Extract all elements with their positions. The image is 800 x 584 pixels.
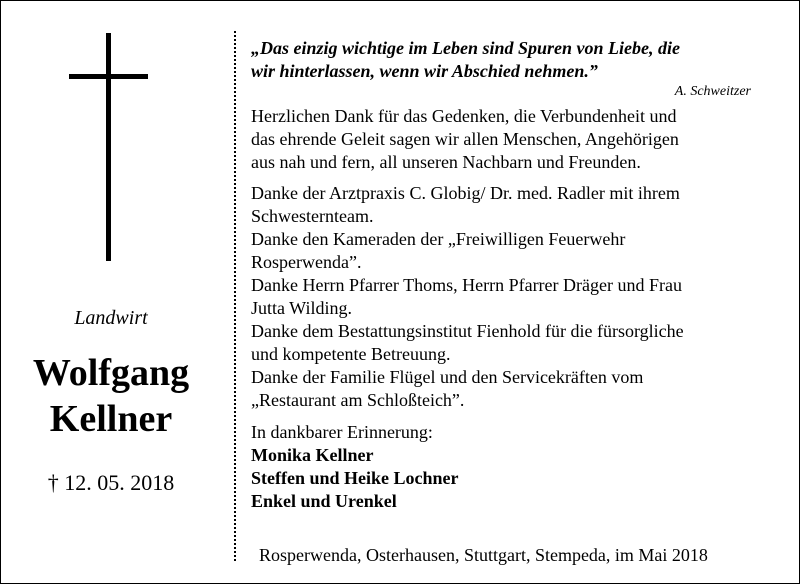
quote-author: A. Schweitzer	[674, 84, 751, 99]
quote-line: „Das einzig wichtige im Leben sind Spuren von Liebe, die	[251, 38, 681, 58]
death-date: † 12. 05. 2018	[47, 470, 175, 495]
quote	[251, 37, 751, 83]
text-line: Danke Herrn Pfarrer Thoms, Herrn Pfarrer Dräger und Frau	[251, 275, 682, 295]
text-line: aus nah und fern, all unseren Nachbarn und Freunden.	[251, 152, 641, 172]
text-line: Danke dem Bestattungsinstitut Fienhold für die fürsorgliche	[251, 321, 684, 341]
dotted-divider	[234, 31, 236, 561]
mourner-name: Monika Kellner	[251, 445, 374, 465]
mourner-name: Enkel und Urenkel	[251, 491, 397, 511]
text-line: Danke der Familie Flügel und den Servicekräften vom	[251, 367, 644, 387]
profession: Landwirt	[74, 307, 148, 329]
mourner-name: Steffen und Heike Lochner	[251, 468, 459, 488]
quote-line: wir hinterlassen, wenn wir Abschied nehmen.”	[251, 61, 598, 81]
text-line: Schwesternteam.	[251, 206, 374, 226]
deceased-panel	[1, 1, 233, 583]
last-name: Kellner	[49, 398, 173, 440]
text-line: Herzlichen Dank für das Gedenken, die Verbundenheit und	[251, 106, 677, 126]
text-line: Danke der Arztpraxis C. Globig/ Dr. med. Radler mit ihrem	[251, 183, 680, 203]
text-line: Danke den Kameraden der „Freiwilligen Feuerwehr	[251, 229, 626, 249]
message-panel	[251, 37, 751, 513]
first-name: Wolfgang	[32, 352, 190, 394]
text-line: Jutta Wilding.	[251, 298, 352, 318]
thanks-specific	[251, 182, 751, 412]
deceased-name	[1, 350, 221, 442]
text-line: Rosperwenda”.	[251, 252, 362, 272]
text-line: „Restaurant am Schloßteich”.	[251, 390, 465, 410]
text-line: und kompetente Betreuung.	[251, 344, 451, 364]
signoff-intro: In dankbarer Erinnerung:	[251, 422, 433, 442]
place-date-footer: Rosperwenda, Osterhausen, Stuttgart, Stempeda, im Mai 2018	[259, 545, 708, 565]
thanks-general	[251, 105, 751, 174]
text-line: das ehrende Geleit sagen wir allen Menschen, Angehörigen	[251, 129, 679, 149]
mourner-names	[251, 444, 751, 513]
signoff	[251, 421, 751, 513]
